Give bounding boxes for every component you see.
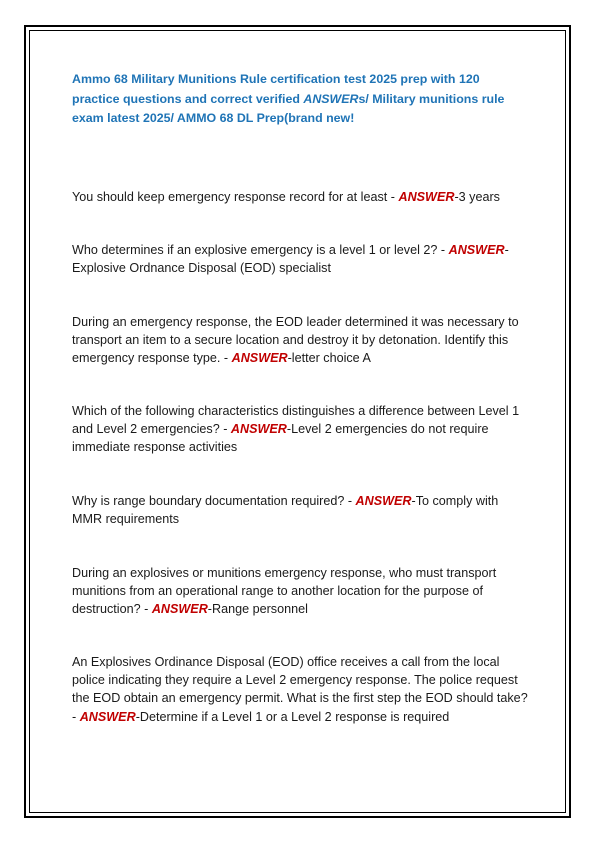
answer-label: ANSWER	[230, 422, 287, 437]
question-text: During an emergency response, the EOD leader determined it was necessary to transport an item to a secure location and destroy it by detonation. Identify this emergency response type. -	[72, 315, 519, 366]
qa-item-3	[72, 313, 530, 368]
question-text: Why is range boundary documentation required? -	[72, 494, 356, 508]
qa-item-6	[72, 564, 530, 619]
question-text: An Explosives Ordinance Disposal (EOD) office receives a call from the local police indicating they require a Level 2 emergency response. The police request the EOD obtain an emergency permit. What is the first step the EOD should take? -	[72, 655, 528, 724]
qa-item-5	[72, 492, 530, 528]
answer-label: ANSWER	[355, 494, 412, 508]
title-answer-word: ANSWER	[303, 91, 359, 106]
answer-text: -letter choice A	[287, 351, 371, 366]
document-title	[72, 70, 520, 129]
title-part-1: Ammo 68 Military Munitions Rule certification test 2025 prep with 120 practice questions and correct verified	[72, 72, 480, 106]
title-part-2: s/ Military munitions rule exam latest 2025/ AMMO 68 DL Prep(brand new!	[72, 91, 505, 126]
qa-item-2	[72, 241, 530, 277]
qa-item-1	[72, 188, 530, 206]
answer-text: -Range personnel	[207, 602, 308, 617]
answer-label: ANSWER	[151, 602, 208, 617]
answer-text: -3 years	[454, 190, 500, 204]
answer-text: -To comply with MMR requirements	[72, 494, 499, 527]
answer-text: -Level 2 emergencies do not require immediate response activities	[72, 422, 489, 455]
answer-label: ANSWER	[79, 709, 136, 724]
answer-label: ANSWER	[398, 190, 455, 204]
question-text: Who determines if an explosive emergency is a level 1 or level 2? -	[72, 243, 449, 257]
question-text: Which of the following characteristics distinguishes a difference between Level 1 and Level 2 emergencies? -	[72, 404, 520, 437]
qa-item-7	[72, 653, 530, 726]
qa-item-4	[72, 402, 530, 457]
answer-label: ANSWER	[231, 351, 288, 366]
answer-text: -Determine if a Level 1 or a Level 2 response is required	[135, 709, 450, 724]
answer-text: -Explosive Ordnance Disposal (EOD) specialist	[72, 243, 509, 276]
question-text: You should keep emergency response record for at least -	[72, 190, 399, 204]
question-text: During an explosives or munitions emergency response, who must transport munitions from an operational range to another location for the purpose of destruction? -	[72, 566, 497, 617]
answer-label: ANSWER	[448, 243, 505, 257]
